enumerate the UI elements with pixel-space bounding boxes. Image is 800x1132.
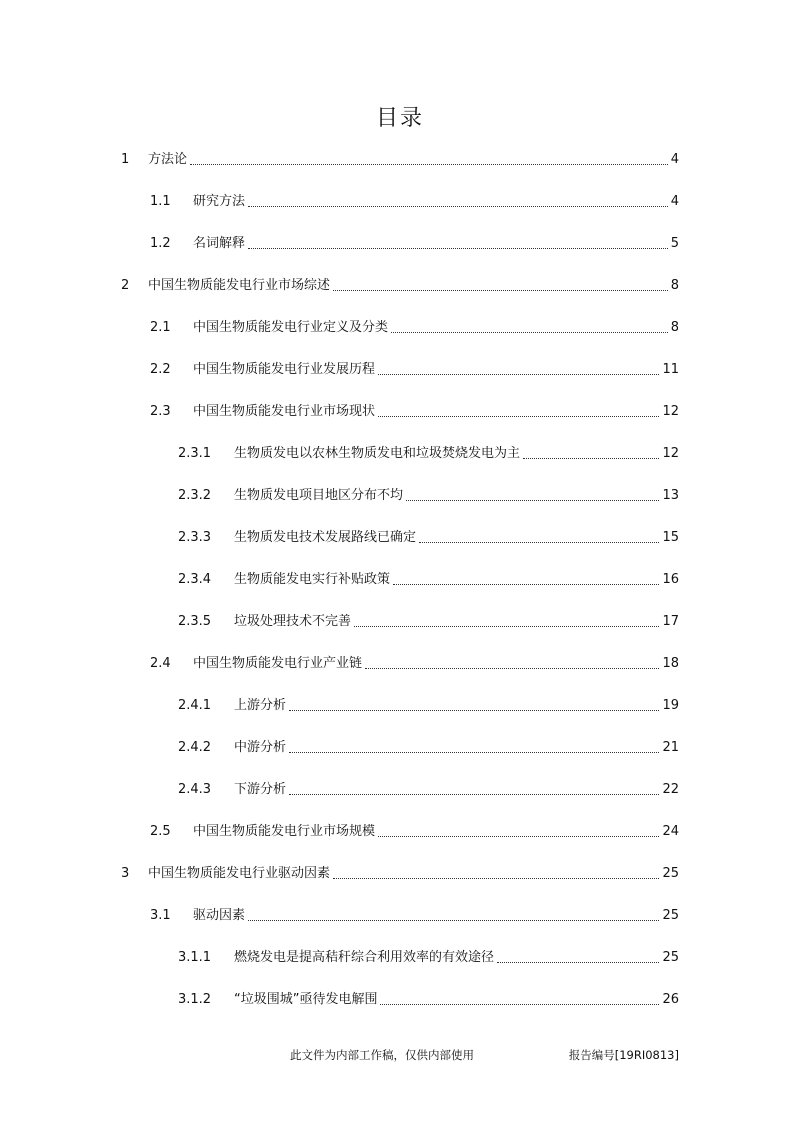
toc-entry[interactable] [178, 737, 679, 759]
dot-leader [419, 542, 659, 543]
toc-entry-number: 2.4.1 [178, 698, 212, 713]
dot-leader [406, 500, 659, 501]
toc-entry-number: 3.1.1 [178, 950, 212, 965]
toc-entry-number: 2.3 [150, 404, 171, 419]
dot-leader [380, 1004, 659, 1005]
toc-entry-page: 19 [662, 698, 679, 713]
dot-leader [378, 416, 659, 417]
toc-entry-number: 2.3.2 [178, 488, 212, 503]
toc-entry[interactable] [178, 485, 679, 507]
toc-entry-number: 2.3.4 [178, 572, 212, 587]
dot-leader [248, 920, 659, 921]
toc-entry-title: 生物质发电技术发展路线已确定 [234, 530, 417, 545]
toc-entry-number: 2.1 [150, 320, 171, 335]
toc-entry-page: 18 [662, 656, 679, 671]
toc-entry-number: 2.2 [150, 362, 171, 377]
toc-entry-number: 2.4 [150, 656, 171, 671]
toc-title: 目录 [375, 106, 424, 131]
dot-leader [393, 584, 659, 585]
toc-entry-title: 生物质能发电实行补贴政策 [234, 572, 391, 587]
toc-entry-title: 中国生物质能发电行业市场现状 [193, 404, 376, 419]
toc-entry[interactable] [150, 191, 679, 213]
toc-entry[interactable] [150, 653, 679, 675]
toc-entry-page: 16 [662, 572, 679, 587]
toc-entry-title: 中游分析 [234, 740, 287, 755]
dot-leader [190, 164, 668, 165]
toc-entry-title: 中国生物质能发电行业驱动因素 [148, 866, 331, 881]
toc-entry-page: 24 [662, 824, 679, 839]
toc-entry[interactable] [150, 317, 679, 339]
toc-entry-number: 2.3.3 [178, 530, 212, 545]
toc-entry[interactable] [121, 149, 679, 171]
dot-leader [378, 374, 659, 375]
toc-entry-title: 名词解释 [193, 236, 246, 251]
toc-entry-number: 1.1 [150, 194, 171, 209]
toc-entry-number: 1 [121, 152, 130, 167]
toc-entry-page: 21 [662, 740, 679, 755]
toc-entry-page: 8 [670, 278, 679, 293]
toc-entry[interactable] [150, 401, 679, 423]
toc-entry-number: 1.2 [150, 236, 171, 251]
toc-entry-number: 2.3.1 [178, 446, 212, 461]
toc-entry[interactable] [178, 611, 679, 633]
dot-leader [248, 206, 668, 207]
toc-entry-title: 中国生物质能发电行业定义及分类 [193, 320, 389, 335]
toc-entry-title: 中国生物质能发电行业产业链 [193, 656, 363, 671]
dot-leader [378, 836, 659, 837]
confidentiality-note: 此文件为内部工作稿，仅供内部使用 [290, 1048, 474, 1062]
toc-entry[interactable] [178, 779, 679, 801]
toc-entry[interactable] [150, 821, 679, 843]
page-footer [0, 1046, 800, 1064]
toc-entry-page: 17 [662, 614, 679, 629]
toc-entry-title: 中国生物质能发电行业市场规模 [193, 824, 376, 839]
dot-leader [289, 794, 659, 795]
toc-entry[interactable] [121, 863, 679, 885]
toc-entry-number: 2.5 [150, 824, 171, 839]
toc-entry-number: 3.1 [150, 908, 171, 923]
toc-entry[interactable] [150, 233, 679, 255]
dot-leader [289, 752, 659, 753]
toc-entry-page: 25 [662, 908, 679, 923]
toc-entry[interactable] [121, 275, 679, 297]
toc-entry-title: 下游分析 [234, 782, 287, 797]
toc-entry-page: 12 [662, 404, 679, 419]
toc-entry-page: 15 [662, 530, 679, 545]
toc-entry-title: 燃烧发电是提高秸秆综合利用效率的有效途径 [234, 950, 495, 965]
toc-entry-title: “垃圾围城”亟待发电解围 [234, 992, 378, 1007]
toc-entry-page: 25 [662, 950, 679, 965]
toc-entry[interactable] [150, 359, 679, 381]
toc-entry-title: 中国生物质能发电行业发展历程 [193, 362, 376, 377]
toc-entry-title: 上游分析 [234, 698, 287, 713]
toc-entry-page: 25 [662, 866, 679, 881]
toc-entry-title: 生物质发电项目地区分布不均 [234, 488, 404, 503]
toc-entry-page: 4 [670, 152, 679, 167]
toc-entry-title: 中国生物质能发电行业市场综述 [148, 278, 331, 293]
toc-entry-page: 11 [662, 362, 679, 377]
toc-entry-title: 生物质发电以农林生物质发电和垃圾焚烧发电为主 [234, 446, 521, 461]
dot-leader [333, 878, 659, 879]
toc-entry[interactable] [178, 527, 679, 549]
dot-leader [391, 332, 668, 333]
toc-entry-number: 3 [121, 866, 130, 881]
toc-entry[interactable] [150, 905, 679, 927]
toc-entry[interactable] [178, 989, 679, 1011]
toc-entry-page: 12 [662, 446, 679, 461]
toc-entry[interactable] [178, 443, 679, 465]
toc-entry-title: 垃圾处理技术不完善 [234, 614, 352, 629]
report-number: 报告编号[19RI0813] [568, 1048, 679, 1062]
toc-entry-title: 方法论 [148, 152, 188, 167]
toc-entry-page: 26 [662, 992, 679, 1007]
dot-leader [289, 710, 659, 711]
dot-leader [354, 626, 659, 627]
dot-leader [365, 668, 659, 669]
toc-entry-number: 2 [121, 278, 130, 293]
toc-entry-number: 3.1.2 [178, 992, 212, 1007]
toc-entry-page: 5 [670, 236, 679, 251]
toc-entry-page: 8 [670, 320, 679, 335]
toc-entry[interactable] [178, 947, 679, 969]
dot-leader [497, 962, 659, 963]
toc-entry-number: 2.4.2 [178, 740, 212, 755]
toc-entry-page: 22 [662, 782, 679, 797]
toc-entry-page: 13 [662, 488, 679, 503]
dot-leader [523, 458, 659, 459]
toc-entry[interactable] [178, 695, 679, 717]
dot-leader [333, 290, 668, 291]
toc-entry-number: 2.4.3 [178, 782, 212, 797]
toc-entry[interactable] [178, 569, 679, 591]
toc-entry-number: 2.3.5 [178, 614, 212, 629]
toc-entry-title: 驱动因素 [193, 908, 246, 923]
dot-leader [248, 248, 668, 249]
toc-entry-title: 研究方法 [193, 194, 246, 209]
toc-entry-page: 4 [670, 194, 679, 209]
